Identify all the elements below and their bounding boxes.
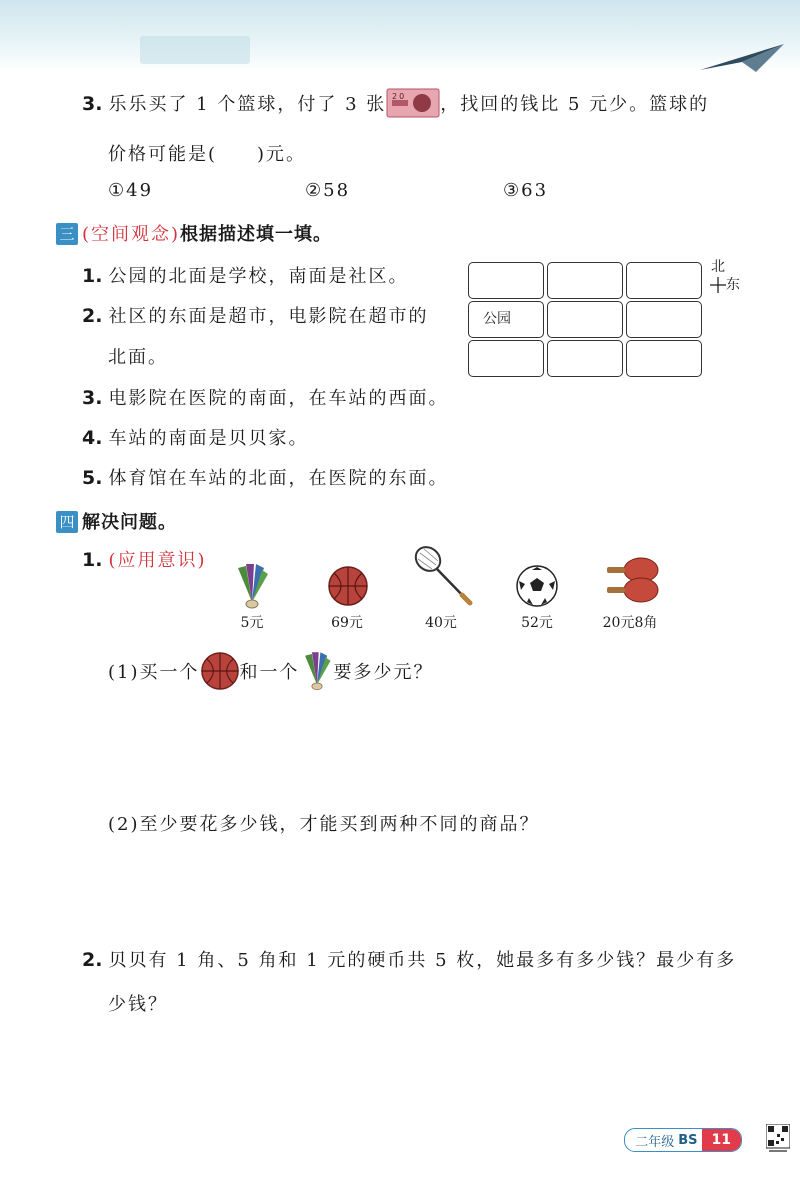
statement-number: 4. bbox=[82, 427, 103, 449]
s4-q2-line1 bbox=[82, 946, 736, 972]
q3-line1 bbox=[82, 88, 709, 118]
ping-pong-paddles-icon bbox=[605, 556, 661, 608]
compass-east-label: 东 bbox=[726, 277, 740, 293]
section4-title: 解决问题。 bbox=[82, 512, 177, 533]
s3-statement-5 bbox=[82, 464, 448, 490]
map-cell-r3c2[interactable] bbox=[547, 340, 623, 377]
q3-line2: 价格可能是( )元。 bbox=[108, 144, 307, 165]
statement-text: 车站的南面是贝贝家。 bbox=[108, 428, 309, 449]
footer-grade: 二年级 bbox=[635, 1134, 675, 1150]
s3-statement-2 bbox=[82, 302, 428, 328]
statement-number: 5. bbox=[82, 467, 103, 489]
header-band bbox=[0, 0, 800, 72]
sub1-text-b: 和一个 bbox=[239, 662, 300, 683]
statement-text: 体育馆在车站的北面，在医院的东面。 bbox=[108, 468, 449, 489]
shuttlecock-icon bbox=[300, 650, 334, 692]
footer-edition: BS bbox=[678, 1132, 698, 1148]
price-shuttlecock: 5元 bbox=[240, 615, 264, 631]
basketball-icon bbox=[327, 565, 369, 607]
s4-q1-sub2: (2)至少要花多少钱，才能买到两种不同的商品？ bbox=[108, 814, 540, 835]
map-cell-r3c3[interactable] bbox=[626, 340, 702, 377]
section4-badge: 四 bbox=[56, 511, 78, 533]
sub1-text-c: 要多少元？ bbox=[333, 662, 434, 683]
compass bbox=[710, 258, 740, 294]
section3-heading bbox=[56, 220, 332, 246]
s4-q1-tag: (应用意识) bbox=[108, 550, 207, 571]
shuttlecock-icon bbox=[232, 562, 272, 610]
q3-text-before: 乐乐买了 1 个篮球，付了 3 张 bbox=[108, 94, 387, 115]
s4-q1-sub1 bbox=[108, 650, 434, 692]
statement-number: 1. bbox=[82, 265, 103, 287]
map-cell-r3c1[interactable] bbox=[468, 340, 544, 377]
price-ping-pong: 20元8角 bbox=[602, 615, 658, 631]
question-number: 3. bbox=[82, 93, 103, 115]
footer-page-badge bbox=[624, 1128, 742, 1152]
section3-title: 根据描述填一填。 bbox=[180, 224, 333, 245]
question-number: 1. bbox=[82, 549, 103, 571]
compass-north-label: 北 bbox=[711, 259, 725, 275]
s3-statement-3 bbox=[82, 384, 448, 410]
soccer-ball-icon bbox=[515, 564, 559, 608]
price-soccer-ball: 52元 bbox=[521, 615, 553, 631]
paper-plane-icon bbox=[696, 42, 786, 74]
s4-q2-line2: 少钱？ bbox=[108, 994, 168, 1015]
q3-text-after: ，找回的钱比 5 元少。篮球的 bbox=[440, 94, 710, 115]
badminton-racket-icon bbox=[410, 543, 476, 609]
map-cell-r2c1[interactable]: 公园 bbox=[468, 301, 544, 338]
price-racket: 40元 bbox=[425, 615, 457, 631]
section3-badge: 三 bbox=[56, 223, 78, 245]
statement-text: 公园的北面是学校，南面是社区。 bbox=[108, 266, 409, 287]
statement-number: 2. bbox=[82, 305, 103, 327]
basketball-icon bbox=[200, 651, 240, 691]
q3-option-3: ③63 bbox=[503, 180, 549, 201]
statement-number: 3. bbox=[82, 387, 103, 409]
q3-option-2: ②58 bbox=[305, 180, 351, 201]
question-number: 2. bbox=[82, 949, 103, 971]
map-cell-r2c2[interactable] bbox=[547, 301, 623, 338]
section3-tag: (空间观念) bbox=[82, 224, 181, 245]
price-basketball: 69元 bbox=[331, 615, 363, 631]
statement-text: 电影院在医院的南面，在车站的西面。 bbox=[108, 388, 449, 409]
s4-q2-text: 贝贝有 1 角、5 角和 1 元的硬币共 5 枚，她最多有多少钱？最少有多 bbox=[108, 950, 737, 971]
banknote-icon bbox=[386, 88, 440, 118]
map-cell-r1c1[interactable] bbox=[468, 262, 544, 299]
s4-q1-heading bbox=[82, 546, 207, 572]
banknote-value: 20 bbox=[392, 92, 407, 101]
map-cell-r1c3[interactable] bbox=[626, 262, 702, 299]
s3-statement-4 bbox=[82, 424, 308, 450]
header-decoration bbox=[140, 36, 250, 64]
compass-cross-icon bbox=[710, 277, 726, 293]
s3-statement-2-cont: 北面。 bbox=[108, 347, 168, 368]
sub1-text-a: (1)买一个 bbox=[108, 662, 200, 683]
footer-page-number: 11 bbox=[702, 1129, 741, 1151]
section4-heading bbox=[56, 508, 177, 534]
statement-text: 社区的东面是超市，电影院在超市的 bbox=[108, 306, 429, 327]
q3-option-1: ①49 bbox=[108, 180, 154, 201]
s3-statement-1 bbox=[82, 262, 408, 288]
map-cell-r2c3[interactable] bbox=[626, 301, 702, 338]
qr-code-icon bbox=[766, 1124, 790, 1154]
map-cell-r1c2[interactable] bbox=[547, 262, 623, 299]
